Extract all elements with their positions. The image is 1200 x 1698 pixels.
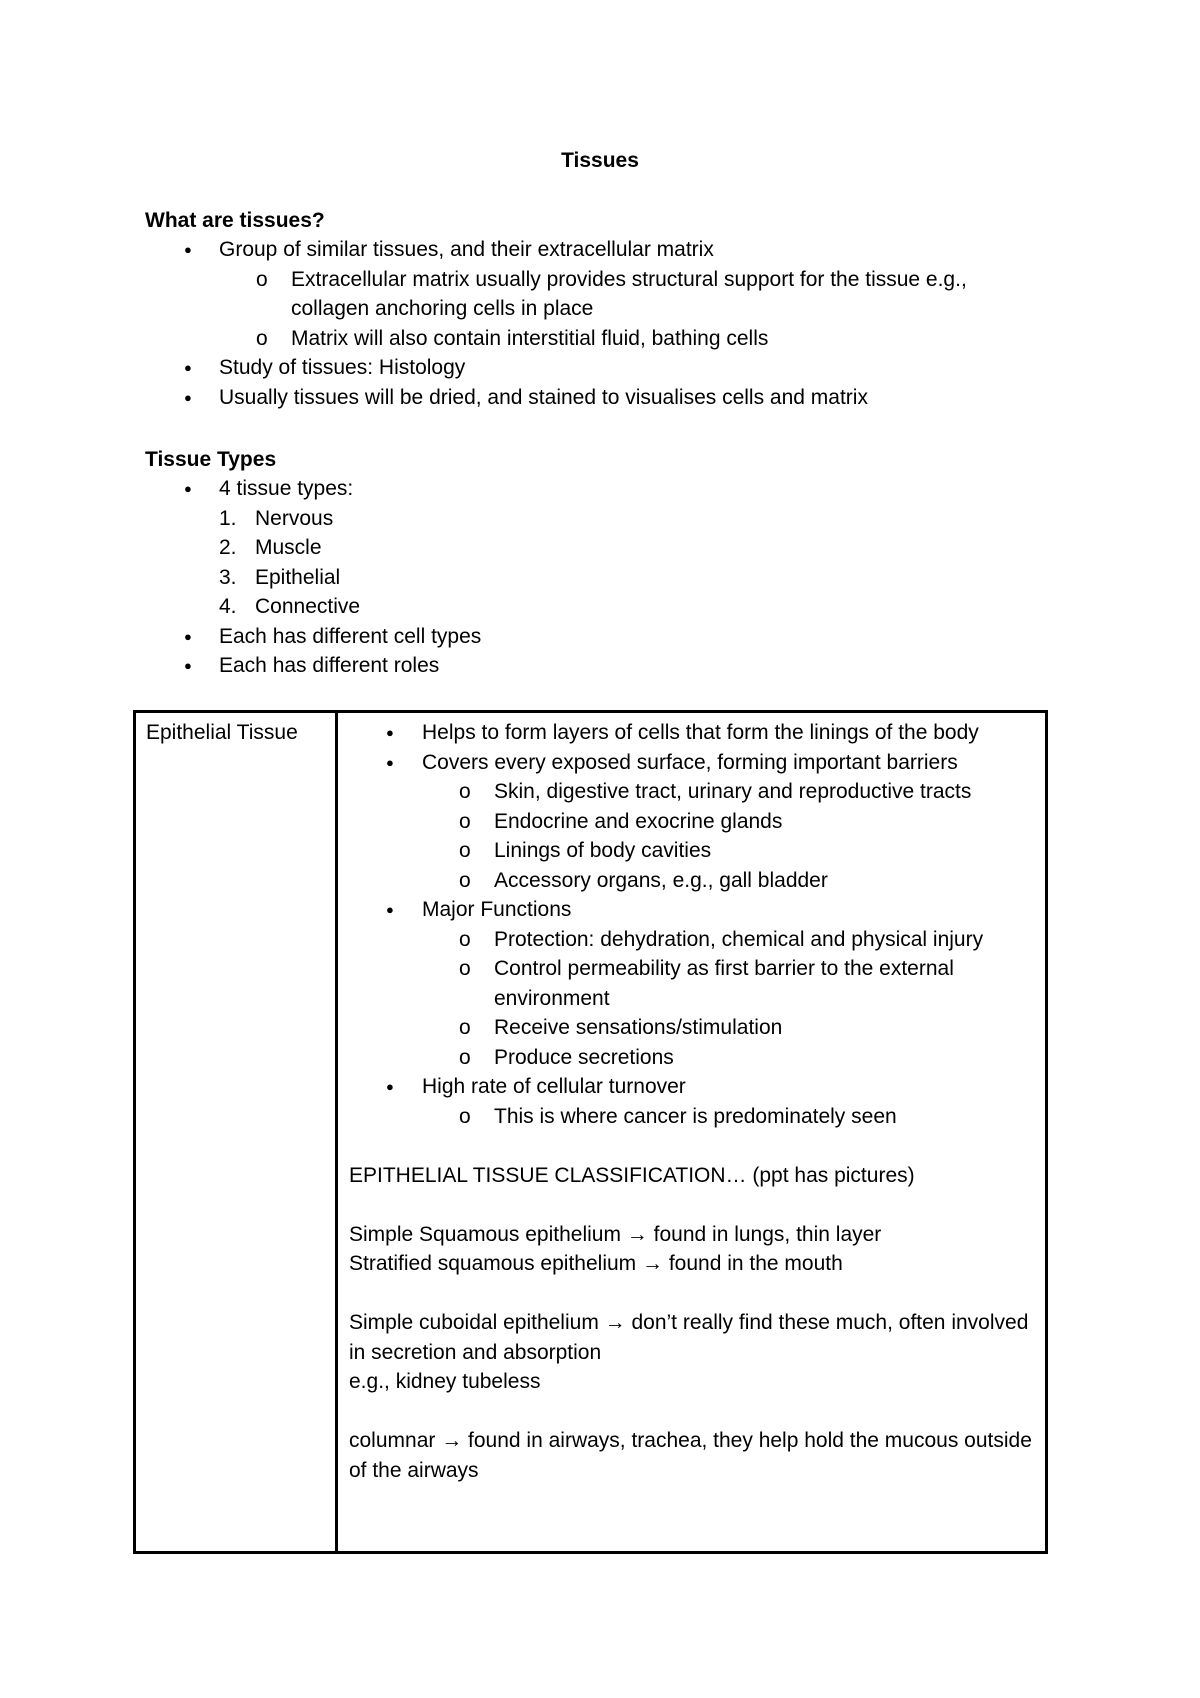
tissue-type-label: Nervous — [255, 506, 334, 530]
list-item: ● Covers every exposed surface, forming important barriers — [349, 748, 1039, 778]
tissue-type-label: Epithelial — [255, 565, 341, 589]
spacer — [349, 1279, 1039, 1309]
list-number: 2. — [219, 536, 237, 559]
list-item: ● Major Functions — [349, 895, 1039, 925]
list-item: o Protection: dehydration, chemical and physical injury — [349, 925, 1039, 955]
list-item: ● Each has different roles — [0, 651, 1060, 681]
list-number: 1. — [219, 506, 237, 530]
list-item: o Extracellular matrix usually provides structural support for the tissue e.g., collagen anchoring cells in place — [0, 265, 1031, 324]
list-item — [0, 592, 1060, 622]
list-item — [0, 533, 1060, 563]
list-item: o Produce secretions — [349, 1043, 1039, 1073]
spacer — [349, 1131, 1039, 1161]
spacer — [349, 1397, 1039, 1427]
columnar-note: columnar → found in airways, trachea, they help hold the mucous outside of the airways — [349, 1429, 1032, 1482]
table-cell-content — [349, 718, 1039, 1485]
cuboidal-example-note: e.g., kidney tubeless — [349, 1370, 541, 1393]
table-row-label: Epithelial Tissue — [146, 721, 298, 744]
list-item: ● Helps to form layers of cells that form the linings of the body — [349, 718, 1039, 748]
list-item: ● Each has different cell types — [0, 622, 1060, 652]
list-item: o This is where cancer is predominately seen — [349, 1102, 1039, 1132]
classification-heading: EPITHELIAL TISSUE CLASSIFICATION… (ppt has pictures) — [349, 1163, 915, 1187]
list-item: o Linings of body cavities — [349, 836, 1039, 866]
list-item: o Accessory organs, e.g., gall bladder — [349, 866, 1039, 896]
tissue-type-label: Connective — [255, 595, 361, 618]
list-item — [0, 504, 1060, 534]
list-item: ● Usually tissues will be dried, and stained to visualises cells and matrix — [0, 383, 1060, 413]
section-heading-tissue-types: Tissue Types — [145, 448, 277, 471]
list-item: ● Study of tissues: Histology — [0, 353, 1060, 383]
list-item: o Control permeability as first barrier to the external environment — [349, 954, 1039, 1013]
list-item: ● 4 tissue types: — [0, 474, 1060, 504]
tissue-type-label: Muscle — [255, 536, 322, 559]
simple-cuboidal-note: Simple cuboidal epithelium → don’t really find these much, often involved in secretion and absorption — [349, 1311, 1029, 1364]
tissue-types-list — [0, 474, 1060, 681]
simple-squamous-note: Simple Squamous epithelium → found in lungs, thin layer — [349, 1222, 882, 1246]
stratified-squamous-note: Stratified squamous epithelium → found in the mouth — [349, 1252, 843, 1275]
epithelial-tissue-table — [133, 710, 1048, 1554]
table-column-divider — [335, 713, 338, 1551]
list-number: 3. — [219, 565, 237, 589]
list-item — [0, 563, 1060, 593]
list-item: o Receive sensations/stimulation — [349, 1013, 1039, 1043]
list-number: 4. — [219, 595, 237, 618]
list-item: ● Group of similar tissues, and their extracellular matrix — [0, 235, 1060, 265]
section-heading-what-are-tissues: What are tissues? — [145, 209, 325, 232]
list-item: o Skin, digestive tract, urinary and reproductive tracts — [349, 777, 1039, 807]
list-item: o Endocrine and exocrine glands — [349, 807, 1039, 837]
what-are-tissues-list — [0, 235, 1060, 412]
page-title: Tissues — [561, 149, 639, 172]
spacer — [349, 1190, 1039, 1220]
list-item: o Matrix will also contain interstitial fluid, bathing cells — [0, 324, 1060, 354]
list-item: ● High rate of cellular turnover — [349, 1072, 1039, 1102]
